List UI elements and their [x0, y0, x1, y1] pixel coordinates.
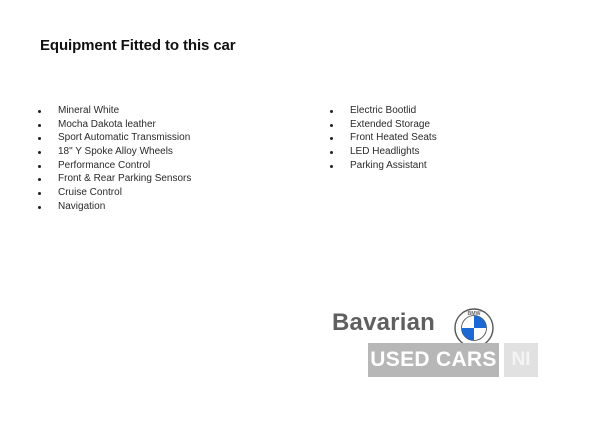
list-item-label: Cruise Control	[58, 187, 122, 199]
list-item	[328, 118, 437, 132]
equipment-list-right	[328, 104, 437, 172]
list-item-label: Navigation	[58, 200, 106, 212]
equipment-list-left	[36, 104, 191, 214]
bullet-icon	[330, 124, 333, 127]
list-item	[36, 159, 191, 173]
bullet-icon	[38, 178, 41, 181]
page-title: Equipment Fitted to this car	[40, 37, 236, 54]
list-item	[36, 131, 191, 145]
bullet-icon	[38, 165, 41, 168]
list-item	[36, 186, 191, 200]
bullet-icon	[38, 124, 41, 127]
list-item	[328, 131, 437, 145]
bullet-icon	[38, 110, 41, 113]
bullet-icon	[330, 151, 333, 154]
roundel-emblem-text: BMW	[467, 310, 481, 317]
list-item-label: Mocha Dakota leather	[58, 118, 156, 130]
list-item-label: Sport Automatic Transmission	[58, 132, 191, 144]
bullet-icon	[38, 206, 41, 209]
list-item	[328, 145, 437, 159]
bmw-roundel-icon	[454, 308, 494, 348]
list-item	[328, 104, 437, 118]
list-item	[36, 172, 191, 186]
list-item	[36, 118, 191, 132]
bullet-icon	[38, 151, 41, 154]
bullet-icon	[330, 137, 333, 140]
list-item-label: 18" Y Spoke Alloy Wheels	[58, 146, 173, 158]
logo-region-text: NI	[504, 343, 538, 377]
list-item-label: Front & Rear Parking Sensors	[58, 173, 192, 185]
list-item-label: Extended Storage	[350, 118, 431, 130]
list-item	[36, 104, 191, 118]
list-item-label: Mineral White	[58, 105, 120, 116]
list-item-label: Parking Assistant	[350, 159, 427, 171]
list-item	[36, 145, 191, 159]
list-item	[328, 159, 437, 173]
bullet-icon	[330, 165, 333, 168]
list-item-label: Performance Control	[58, 159, 151, 171]
logo-band-text: USED CARS	[368, 343, 499, 377]
bullet-icon	[38, 192, 41, 195]
list-item	[36, 200, 191, 214]
list-item-label: LED Headlights	[350, 146, 420, 158]
list-item-label: Front Heated Seats	[350, 132, 437, 144]
bavarian-used-cars-logo	[332, 306, 544, 378]
bullet-icon	[330, 110, 333, 113]
list-item-label: Electric Bootlid	[350, 105, 417, 116]
logo-band	[368, 343, 538, 377]
logo-brand-text: Bavarian	[332, 309, 435, 336]
bullet-icon	[38, 137, 41, 140]
